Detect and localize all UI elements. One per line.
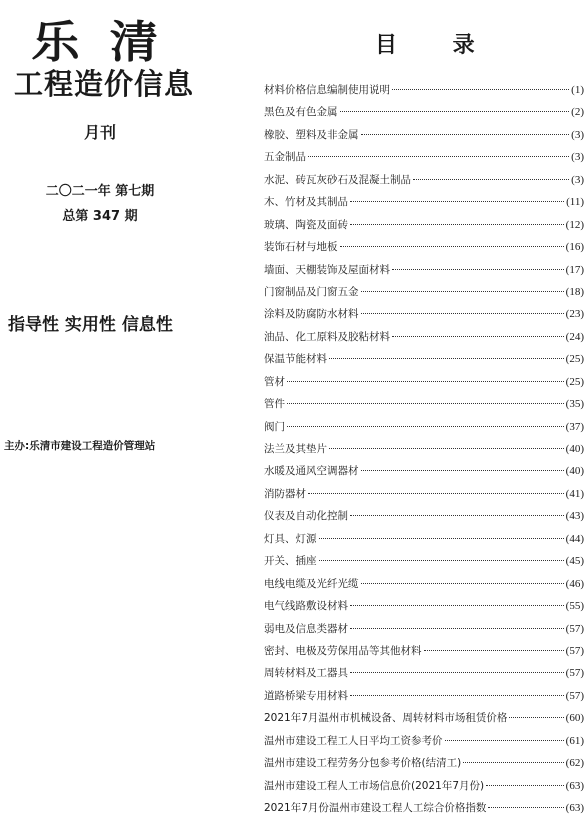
- toc-entry-page: (35): [565, 398, 584, 411]
- toc-dot-leader: [350, 514, 564, 516]
- toc-entry-page: (40): [565, 465, 584, 478]
- toc-dot-leader: [329, 357, 564, 359]
- toc-entry-label: 水暖及通风空调器材: [264, 465, 359, 478]
- toc-entry[interactable]: [264, 146, 584, 168]
- toc-entry-label: 橡胶、塑料及非金属: [264, 128, 359, 141]
- toc-entry-page: (25): [565, 375, 584, 388]
- toc-entry-label: 2021年7月份温州市建设工程人工综合价格指数: [264, 802, 487, 814]
- toc-entry[interactable]: [264, 460, 584, 482]
- toc-entry-page: (17): [565, 263, 584, 276]
- toc-entry-label: 装饰石材与地板: [264, 241, 338, 254]
- toc-entry[interactable]: [264, 595, 584, 617]
- toc-entry-label: 灯具、灯源: [264, 532, 317, 545]
- toc-dot-leader: [308, 155, 569, 157]
- toc-entry[interactable]: [264, 236, 584, 258]
- toc-entry-page: (57): [565, 644, 584, 657]
- toc-entry[interactable]: [264, 730, 584, 752]
- toc-dot-leader: [350, 223, 564, 225]
- toc-entry[interactable]: [264, 348, 584, 370]
- toc-entry-label: 管材: [264, 375, 285, 388]
- toc-entry-page: (62): [565, 757, 584, 770]
- toc-dot-leader: [361, 312, 564, 314]
- toc-entry-page: (2): [571, 106, 584, 119]
- toc-entry[interactable]: [264, 326, 584, 348]
- toc-entry-label: 木、竹材及其制品: [264, 196, 348, 209]
- toc-dot-leader: [350, 627, 564, 629]
- toc-entry-label: 开关、插座: [264, 555, 317, 568]
- toc-entry[interactable]: [264, 416, 584, 438]
- toc-entry[interactable]: [264, 573, 584, 595]
- toc-dot-leader: [319, 559, 564, 561]
- toc-entry-page: (45): [565, 555, 584, 568]
- toc-dot-leader: [424, 649, 564, 651]
- toc-entry-page: (46): [565, 577, 584, 590]
- publication-title: 工程造价信息: [13, 67, 194, 101]
- toc-dot-leader: [350, 604, 564, 606]
- toc-dot-leader: [392, 268, 564, 270]
- toc-entry[interactable]: [264, 214, 584, 236]
- toc-entry-label: 弱电及信息类器材: [264, 622, 348, 635]
- toc-entry-label: 水泥、砖瓦灰砂石及混凝土制品: [264, 173, 411, 186]
- toc-dot-leader: [287, 425, 564, 427]
- toc-entry-label: 黑色及有色金属: [264, 106, 338, 119]
- toc-entry-label: 法兰及其垫片: [264, 443, 327, 455]
- toc-dot-leader: [340, 245, 564, 247]
- toc-entry-page: (11): [566, 196, 584, 209]
- toc-entry[interactable]: [264, 550, 584, 572]
- toc-entry-label: 阀门: [264, 420, 285, 433]
- toc-entry-label: 保温节能材料: [264, 353, 327, 366]
- toc-entry[interactable]: [264, 124, 584, 146]
- toc-entry[interactable]: [264, 505, 584, 527]
- toc-entry-label: 消防器材: [264, 487, 306, 500]
- toc-entry[interactable]: [264, 483, 584, 505]
- toc-entry-page: (18): [565, 285, 584, 298]
- city-title: 乐 清: [31, 17, 165, 68]
- toc-entry-page: (43): [565, 510, 584, 523]
- toc-entry-page: (25): [565, 353, 584, 366]
- toc-dot-leader: [287, 402, 564, 404]
- toc-dot-leader: [350, 200, 564, 202]
- toc-entry-label: 电线电缆及光纤光缆: [264, 577, 359, 590]
- toc-entry-page: (41): [565, 487, 584, 500]
- toc-entry[interactable]: [264, 797, 584, 819]
- table-of-contents: [255, 0, 588, 814]
- toc-entry[interactable]: [264, 662, 584, 684]
- toc-entry[interactable]: [264, 101, 584, 123]
- toc-entry[interactable]: [264, 640, 584, 662]
- toc-entry[interactable]: [264, 169, 584, 191]
- toc-entry-page: (3): [571, 173, 584, 186]
- toc-entry-page: (1): [571, 84, 584, 96]
- toc-dot-leader: [319, 537, 564, 539]
- toc-entry[interactable]: [264, 685, 584, 707]
- toc-dot-leader: [361, 582, 564, 584]
- toc-entry[interactable]: [264, 707, 584, 729]
- cover-panel: [0, 0, 250, 796]
- sponsor-label: 主办:乐清市建设工程造价管理站: [4, 440, 156, 452]
- toc-dot-leader: [308, 492, 564, 494]
- total-issue-label: 总第 347 期: [62, 209, 138, 224]
- toc-entry-page: (55): [565, 600, 584, 613]
- toc-heading: 目 录: [375, 33, 499, 58]
- toc-entry-label: 仪表及自动化控制: [264, 510, 348, 523]
- frequency-label: 月刊: [83, 123, 116, 142]
- toc-entry-page: (63): [565, 802, 584, 814]
- toc-entry-label: 五金制品: [264, 151, 306, 164]
- toc-entry-label: 涂料及防腐防水材料: [264, 308, 359, 321]
- toc-entry[interactable]: [264, 752, 584, 774]
- toc-entry-label: 温州市建设工程工人日平均工资参考价: [264, 734, 443, 747]
- toc-entry[interactable]: [264, 79, 584, 101]
- toc-dot-leader: [329, 447, 564, 449]
- toc-dot-leader: [392, 88, 569, 90]
- toc-entry-label: 油品、化工原料及胶粘材料: [264, 330, 390, 343]
- toc-dot-leader: [463, 761, 563, 763]
- toc-entry-label: 2021年7月温州市机械设备、周转材料市场租赁价格: [264, 712, 508, 725]
- toc-dot-leader: [361, 469, 564, 471]
- slogan: 指导性 实用性 信息性: [8, 315, 173, 335]
- toc-dot-leader: [486, 784, 564, 786]
- toc-entry[interactable]: [264, 303, 584, 325]
- toc-entry-page: (23): [565, 308, 584, 321]
- toc-entry-label: 电气线路敷设材料: [264, 600, 348, 613]
- toc-entry-label: 周转材料及工器具: [264, 667, 348, 680]
- toc-entry-page: (60): [565, 712, 584, 725]
- toc-dot-leader: [445, 739, 564, 741]
- toc-dot-leader: [361, 133, 570, 135]
- toc-entry-page: (37): [565, 420, 584, 433]
- toc-entry-page: (57): [565, 622, 584, 635]
- toc-entry-label: 墙面、天棚装饰及屋面材料: [264, 263, 390, 276]
- toc-entry-page: (24): [565, 330, 584, 343]
- toc-entry-label: 管件: [264, 398, 285, 411]
- toc-entry[interactable]: [264, 281, 584, 303]
- toc-dot-leader: [392, 335, 564, 337]
- toc-entry[interactable]: [264, 775, 584, 797]
- toc-dot-leader: [287, 380, 564, 382]
- toc-entry-label: 门窗制品及门窗五金: [264, 285, 359, 298]
- toc-entry[interactable]: [264, 438, 584, 460]
- toc-entry[interactable]: [264, 371, 584, 393]
- toc-entry[interactable]: [264, 528, 584, 550]
- toc-entry-page: (12): [565, 218, 584, 231]
- toc-dot-leader: [350, 694, 564, 696]
- toc-dot-leader: [488, 806, 563, 808]
- toc-entry[interactable]: [264, 618, 584, 640]
- toc-dot-leader: [340, 110, 570, 112]
- toc-dot-leader: [509, 716, 563, 718]
- toc-entry-page: (3): [571, 128, 584, 141]
- toc-entry-page: (44): [565, 532, 584, 545]
- toc-dot-leader: [350, 671, 564, 673]
- toc-entry-label: 材料价格信息编制使用说明: [264, 84, 390, 96]
- toc-entry[interactable]: [264, 393, 584, 415]
- toc-dot-leader: [413, 178, 569, 180]
- toc-entry-label: 温州市建设工程劳务分包参考价格(结清工): [264, 757, 462, 770]
- toc-entry-page: (61): [565, 734, 584, 747]
- toc-entry-page: (16): [565, 241, 584, 254]
- toc-entry-label: 温州市建设工程人工市场信息价(2021年7月份): [264, 779, 485, 792]
- toc-list: [264, 79, 584, 819]
- toc-entry[interactable]: [264, 259, 584, 281]
- toc-entry-page: (57): [565, 689, 584, 702]
- toc-dot-leader: [361, 290, 564, 292]
- issue-label: 二〇二一年 第七期: [45, 184, 155, 199]
- toc-entry-page: (40): [565, 443, 584, 455]
- toc-entry[interactable]: [264, 191, 584, 213]
- toc-entry-page: (63): [565, 779, 584, 792]
- toc-entry-label: 道路桥梁专用材料: [264, 689, 348, 702]
- toc-entry-page: (57): [565, 667, 584, 680]
- toc-entry-page: (3): [571, 151, 584, 164]
- toc-entry-label: 密封、电极及劳保用品等其他材料: [264, 644, 422, 657]
- toc-entry-label: 玻璃、陶瓷及面砖: [264, 218, 348, 231]
